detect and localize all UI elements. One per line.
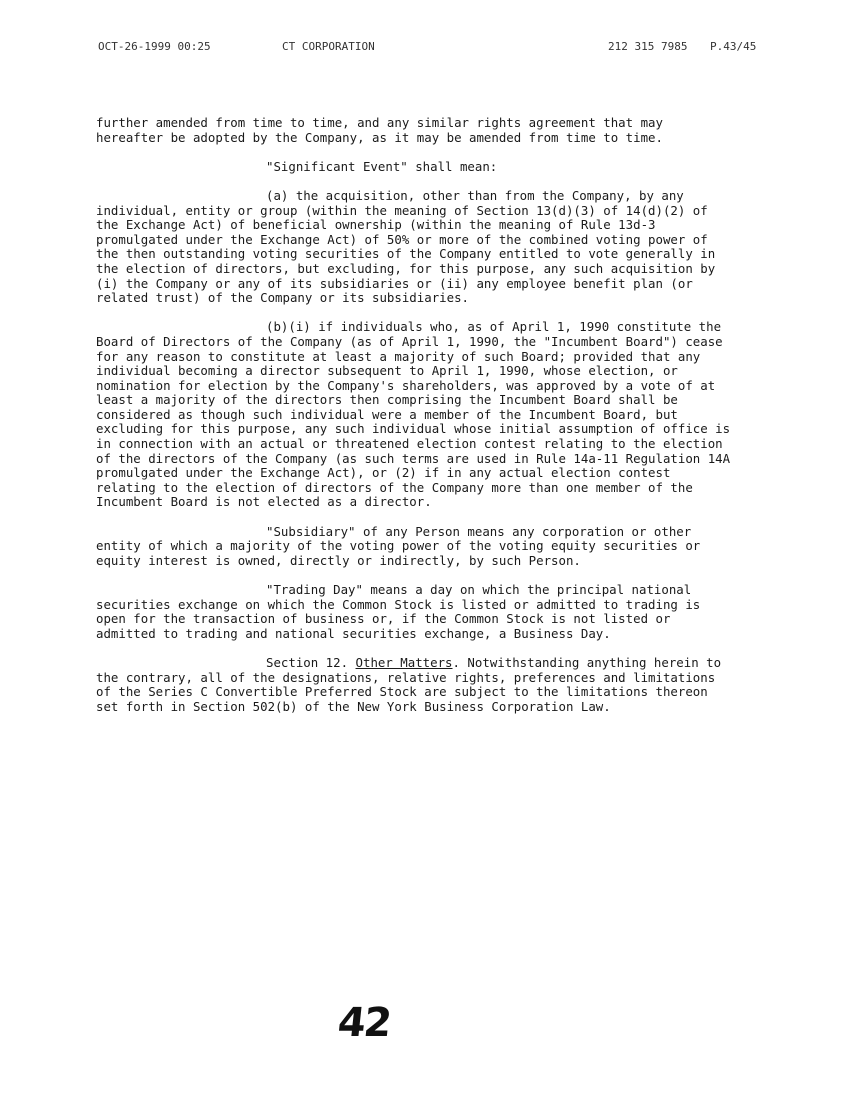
handwritten-page-number: 42 [335, 1000, 393, 1046]
fax-page-count: P.43/45 [710, 40, 757, 53]
fax-company: CT CORPORATION [282, 40, 375, 53]
fax-phone: 212 315 7985 [608, 40, 688, 53]
paragraph-clause-b: (b)(i) if individuals who, as of April 1, 1990 constitute the Board of Directors of the Company (as of April 1, 1990, the "Incumbent Board") cease for any reason to constitute at least a majority of such Board; provided that any individual becoming a director subsequent to April 1, 1990, whose election, or nomination for election by the Company's shareholders, was approved by a vote of at least a majority of the directors then comprising the Incumbent Board shall be considered as though such individual were a member of the Incumbent Board, but excluding for this purpose, any such individual whose initial assumption of office is in connection with an actual or threatened election contest relating to the election of the directors of the Company (as such terms are used in Rule 14a-11 Regulation 14A promulgated under the Exchange Act), or (2) if in any actual election contest relating to the election of directors of the Company more than one member of the Incumbent Board is not elected as a director. [96, 319, 731, 510]
paragraph-clause-a: (a) the acquisition, other than from the Company, by any individual, entity or group (within the meaning of Section 13(d)(3) of 14(d)(2) of the Exchange Act) of beneficial ownership (within the meaning of Rule 13d-3 promulgated under the Exchange Act) of 50% or more of the combined voting power of the then outstanding voting securities of the Company entitled to vote generally in the election of directors, but excluding, for this purpose, any such acquisition by (i) the Company or any of its subsidiaries or (ii) any employee benefit plan (or related trust) of the Company or its subsidiaries. [96, 187, 716, 306]
paragraph-subsidiary: "Subsidiary" of any Person means any corporation or other entity of which a majority of the voting power of the voting equity securities or equity interest is owned, directly or indirectly, by such Person. [96, 523, 701, 568]
paragraph-significant-event: "Significant Event" shall mean: [266, 158, 498, 174]
section-12-heading: Other Matters [355, 654, 453, 670]
document-body [96, 116, 736, 729]
paragraph-rights-agreement: further amended from time to time, and any similar rights agreement that may hereafter be adopted by the Company, as it may be amended from time to time. [96, 115, 663, 145]
paragraph-section-12 [96, 656, 736, 714]
section-12-text: . Notwithstanding anything herein to the contrary, all of the designations, relative rights, preferences and limitations of the Series C Convertible Preferred Stock are subject to the limitations thereon set forth in Section 502(b) of the New York Business Corporation Law. [96, 654, 722, 714]
fax-date-time: OCT-26-1999 00:25 [98, 40, 211, 53]
fax-header [98, 40, 798, 56]
paragraph-trading-day: "Trading Day" means a day on which the principal national securities exchange on which the Common Stock is listed or admitted to trading is open for the transaction of business or, if the Common Stock is not listed or admitted to trading and national securities exchange, a Business Day. [96, 582, 701, 641]
section-12-number: Section 12. [266, 654, 356, 670]
